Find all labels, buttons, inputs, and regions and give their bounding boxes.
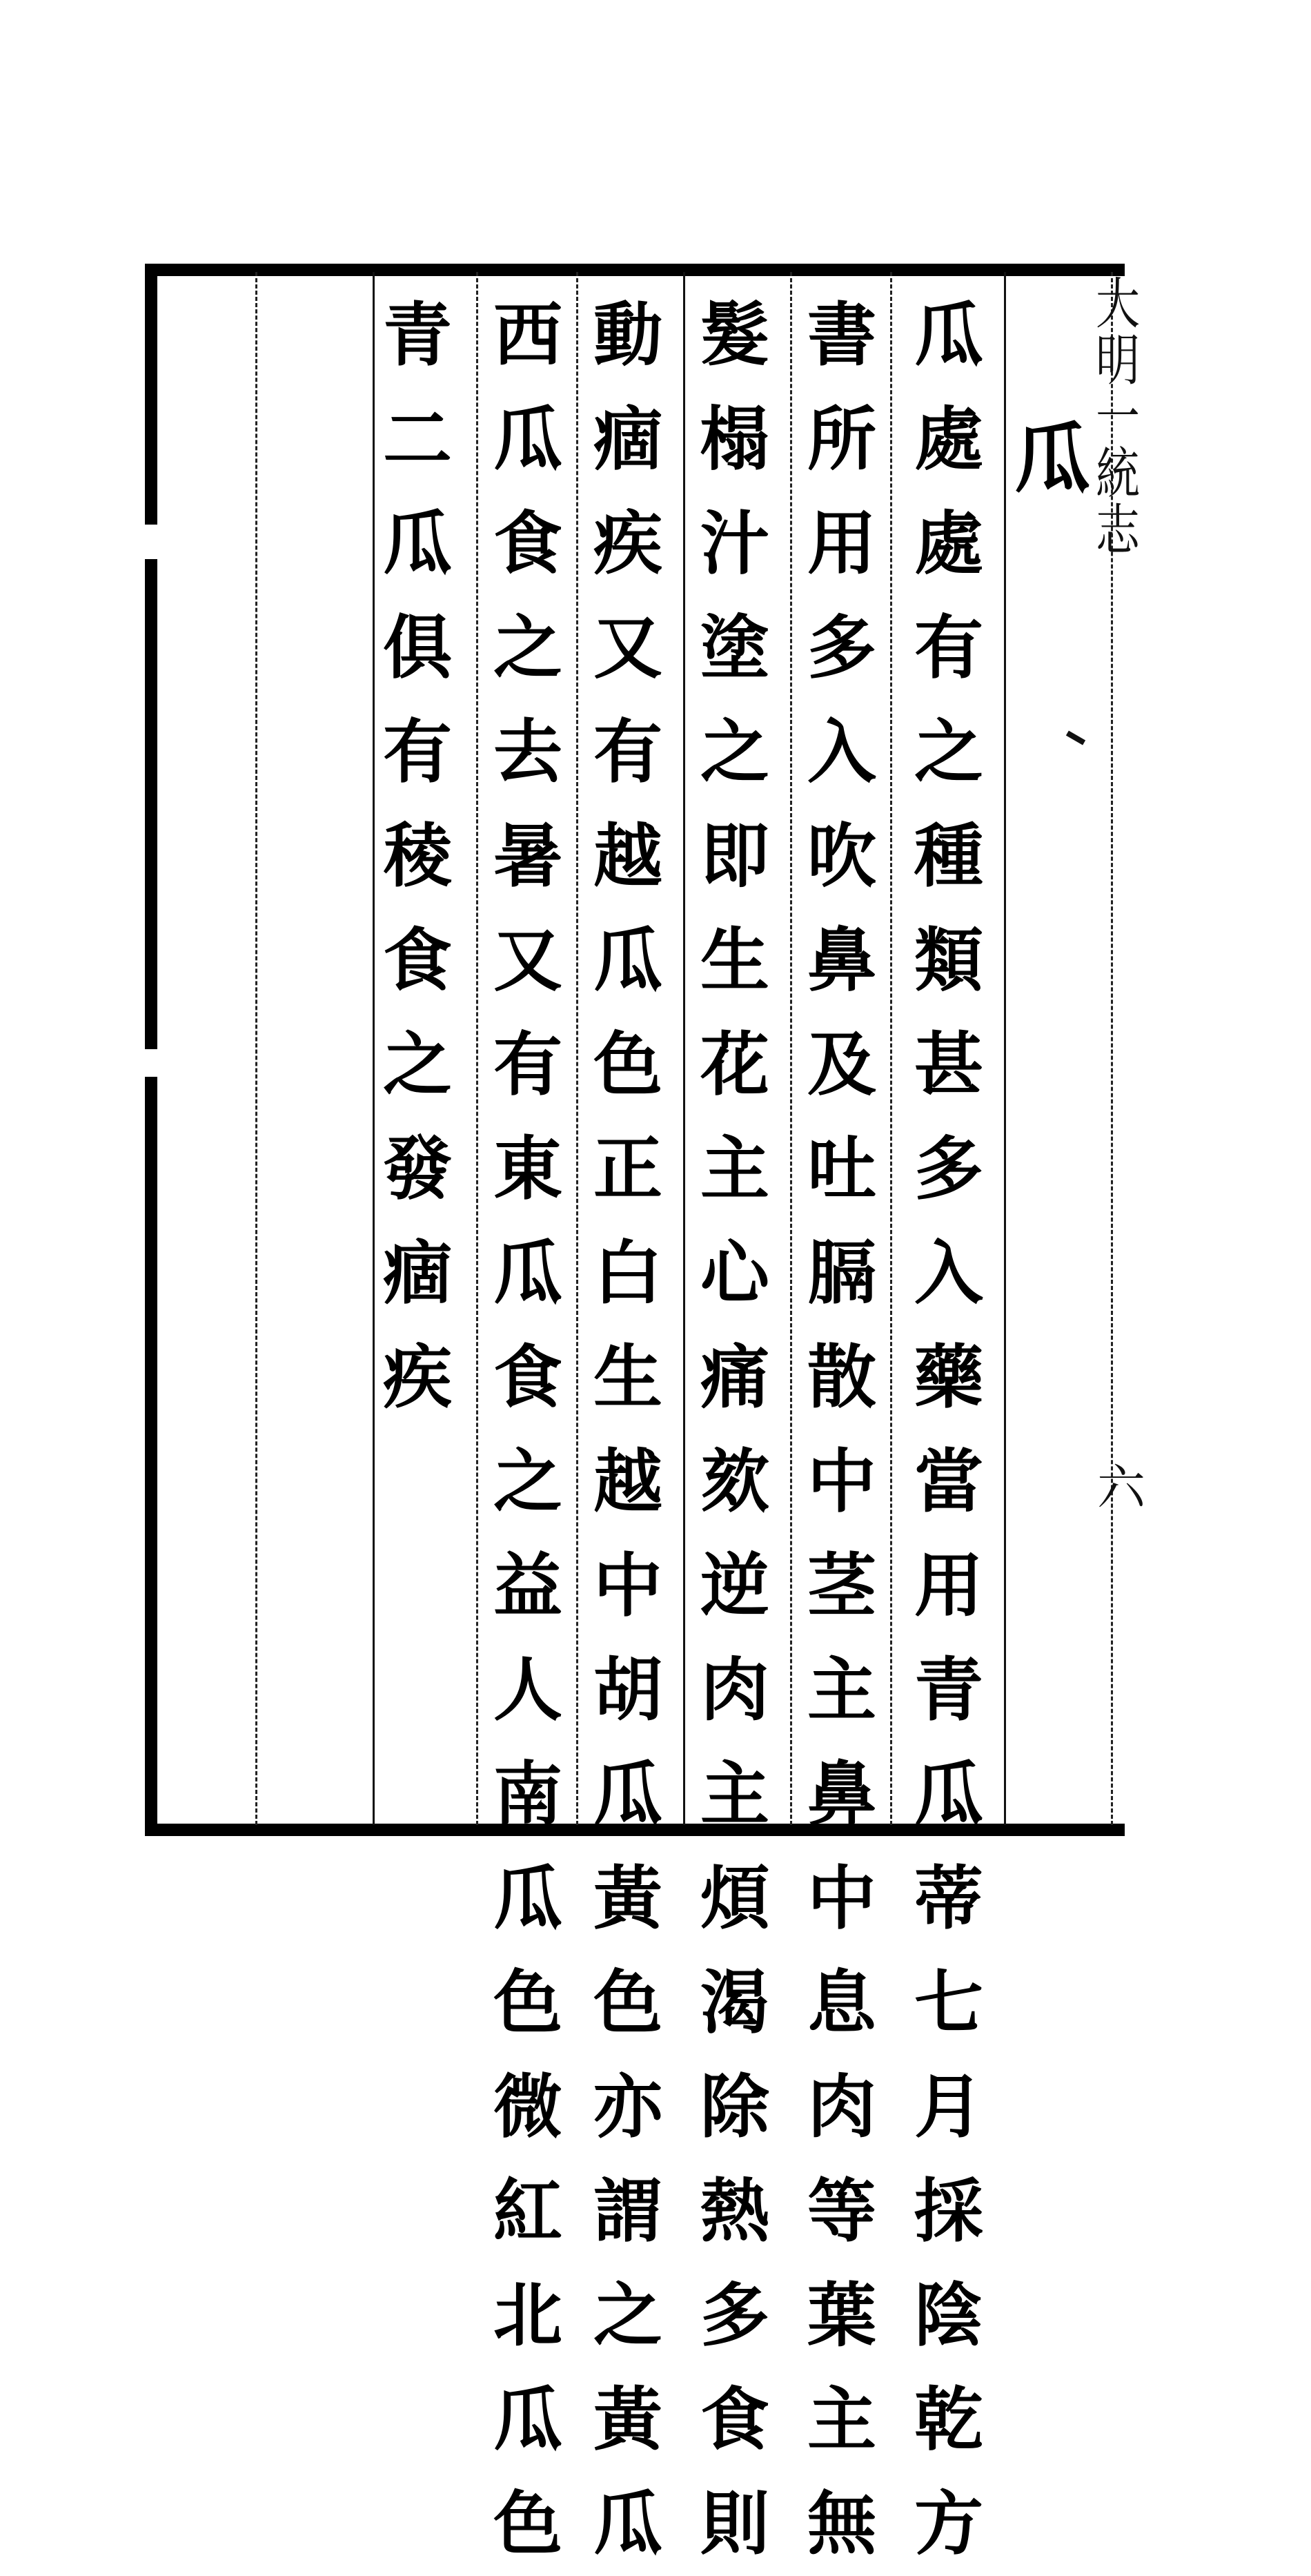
- character: 食: [493, 502, 562, 584]
- character: 瓜: [593, 919, 662, 1001]
- character: 之: [700, 711, 769, 792]
- character: 當: [914, 1441, 983, 1522]
- margin-page-mark: 六: [1097, 1459, 1145, 1516]
- column-rule: [476, 272, 478, 1825]
- character: 又: [593, 607, 662, 688]
- character: 等: [807, 2170, 876, 2252]
- character: 膈: [807, 1232, 876, 1314]
- margin-title: [1094, 276, 1142, 897]
- character: 散: [807, 1336, 876, 1418]
- character: 青: [914, 1649, 983, 1730]
- character: 瓜: [914, 1753, 983, 1835]
- character: 熱: [700, 2170, 769, 2252]
- character: 書: [807, 294, 876, 375]
- character: 越: [593, 1441, 662, 1522]
- character: 吹: [807, 815, 876, 897]
- character: 瓜: [593, 1753, 662, 1835]
- character: 南: [493, 1753, 562, 1835]
- character: 藥: [914, 1336, 983, 1418]
- character: 乾: [914, 2379, 983, 2460]
- character: 紅: [493, 2170, 562, 2252]
- character: 髮: [700, 294, 769, 375]
- margin-character: 一: [1096, 385, 1140, 449]
- character: 痼: [593, 398, 662, 480]
- character: 即: [700, 815, 769, 897]
- character: 疾: [383, 1336, 452, 1418]
- character: 用: [914, 1545, 983, 1626]
- character: 之: [493, 1441, 562, 1522]
- character: 食: [493, 1336, 562, 1418]
- margin-character: 大: [1096, 276, 1140, 336]
- character: 俱: [383, 607, 452, 688]
- character: 有: [593, 711, 662, 792]
- character: 生: [700, 919, 769, 1001]
- character: 方: [914, 2483, 983, 2564]
- character: 渴: [700, 1962, 769, 2043]
- character: 食: [700, 2379, 769, 2460]
- character: 之: [593, 2274, 662, 2356]
- character: 處: [914, 502, 983, 584]
- character: 處: [914, 398, 983, 480]
- character: 去: [493, 711, 562, 792]
- character: 息: [807, 1962, 876, 2043]
- character: 有: [493, 1024, 562, 1105]
- character: 多: [807, 607, 876, 688]
- character: 月: [914, 2066, 983, 2147]
- character: 西: [493, 294, 562, 375]
- character: 瓜: [493, 2379, 562, 2460]
- character: 北: [493, 2274, 562, 2356]
- character: 人: [493, 1649, 562, 1730]
- character: 稜: [383, 815, 452, 897]
- character: 動: [593, 294, 662, 375]
- character: 痛: [700, 1336, 769, 1418]
- character: 之: [493, 607, 562, 688]
- character: 謂: [593, 2170, 662, 2252]
- frame-break: [138, 525, 159, 559]
- entry-heading: 瓜: [1014, 414, 1090, 503]
- character: 之: [914, 711, 983, 792]
- character: 瓜: [493, 1857, 562, 1939]
- character: 色: [593, 1024, 662, 1105]
- character: 種: [914, 815, 983, 897]
- character: 越: [593, 815, 662, 897]
- character: 主: [700, 1128, 769, 1209]
- character: 心: [700, 1232, 769, 1314]
- character: 及: [807, 1024, 876, 1105]
- character: 瓜: [914, 294, 983, 375]
- character: 主: [807, 2379, 876, 2460]
- character: 逆: [700, 1545, 769, 1626]
- character: 中: [807, 1441, 876, 1522]
- character: 汁: [700, 502, 769, 584]
- character: 所: [807, 398, 876, 480]
- character: 煩: [700, 1857, 769, 1939]
- character: 青: [383, 294, 452, 375]
- character: 瓜: [493, 398, 562, 480]
- column-rule: [373, 272, 375, 1825]
- character: 蒂: [914, 1857, 983, 1939]
- character: 類: [914, 919, 983, 1001]
- character: 有: [383, 711, 452, 792]
- character: 多: [700, 2274, 769, 2356]
- column-rule: [683, 272, 685, 1825]
- character: 生: [593, 1336, 662, 1418]
- character: 暑: [493, 815, 562, 897]
- column-rule: [255, 272, 257, 1825]
- text-column-6: [376, 283, 459, 1430]
- character: 東: [493, 1128, 562, 1209]
- character: 又: [493, 919, 562, 1001]
- character: 黃: [593, 1857, 662, 1939]
- character: 鼻: [807, 919, 876, 1001]
- character: 七: [914, 1962, 983, 2043]
- character: 瓜: [593, 2483, 662, 2564]
- column-rule: [1004, 272, 1006, 1825]
- character: 痼: [383, 1232, 452, 1314]
- text-column-3: [693, 283, 776, 2576]
- character: 塗: [700, 607, 769, 688]
- character: 色: [493, 2483, 562, 2564]
- text-column-4: [586, 283, 669, 2576]
- frame-break: [138, 1049, 159, 1077]
- character: 之: [383, 1024, 452, 1105]
- character: 亦: [593, 2066, 662, 2147]
- character: 用: [807, 502, 876, 584]
- character: 正: [593, 1128, 662, 1209]
- character: 中: [593, 1545, 662, 1626]
- character: 有: [914, 607, 983, 688]
- column-rule: [576, 272, 578, 1825]
- character: 除: [700, 2066, 769, 2147]
- character: 二: [383, 398, 452, 480]
- character: 鼻: [807, 1753, 876, 1835]
- character: 黃: [593, 2379, 662, 2460]
- character: 胡: [593, 1649, 662, 1730]
- character: 色: [593, 1962, 662, 2043]
- text-column-2: [800, 283, 883, 2576]
- character: 無: [807, 2483, 876, 2564]
- character: 採: [914, 2170, 983, 2252]
- character: 益: [493, 1545, 562, 1626]
- character: 花: [700, 1024, 769, 1105]
- column-rule: [790, 272, 792, 1825]
- character: 欬: [700, 1441, 769, 1522]
- character: 瓜: [383, 502, 452, 584]
- character: 微: [493, 2066, 562, 2147]
- character: 茎: [807, 1545, 876, 1626]
- character: 甚: [914, 1024, 983, 1105]
- character: 主: [807, 1649, 876, 1730]
- character: 主: [700, 1753, 769, 1835]
- character: 入: [807, 711, 876, 792]
- character: 發: [383, 1128, 452, 1209]
- character: 吐: [807, 1128, 876, 1209]
- character: 中: [807, 1857, 876, 1939]
- text-column-1: [907, 283, 990, 2576]
- character: 入: [914, 1232, 983, 1314]
- margin-character: 統: [1096, 442, 1140, 506]
- text-column-5: [486, 283, 569, 2576]
- column-rule: [890, 272, 892, 1825]
- character: 陰: [914, 2274, 983, 2356]
- character: 瓜: [493, 1232, 562, 1314]
- character: 葉: [807, 2274, 876, 2356]
- character: 肉: [807, 2066, 876, 2147]
- character: 色: [493, 1962, 562, 2043]
- character: 肉: [700, 1649, 769, 1730]
- character: 榻: [700, 398, 769, 480]
- character: 疾: [593, 502, 662, 584]
- character: 多: [914, 1128, 983, 1209]
- margin-character: 志: [1096, 498, 1140, 563]
- character: 白: [593, 1232, 662, 1314]
- character: 則: [700, 2483, 769, 2564]
- margin-character: 明: [1096, 329, 1140, 393]
- character: 食: [383, 919, 452, 1001]
